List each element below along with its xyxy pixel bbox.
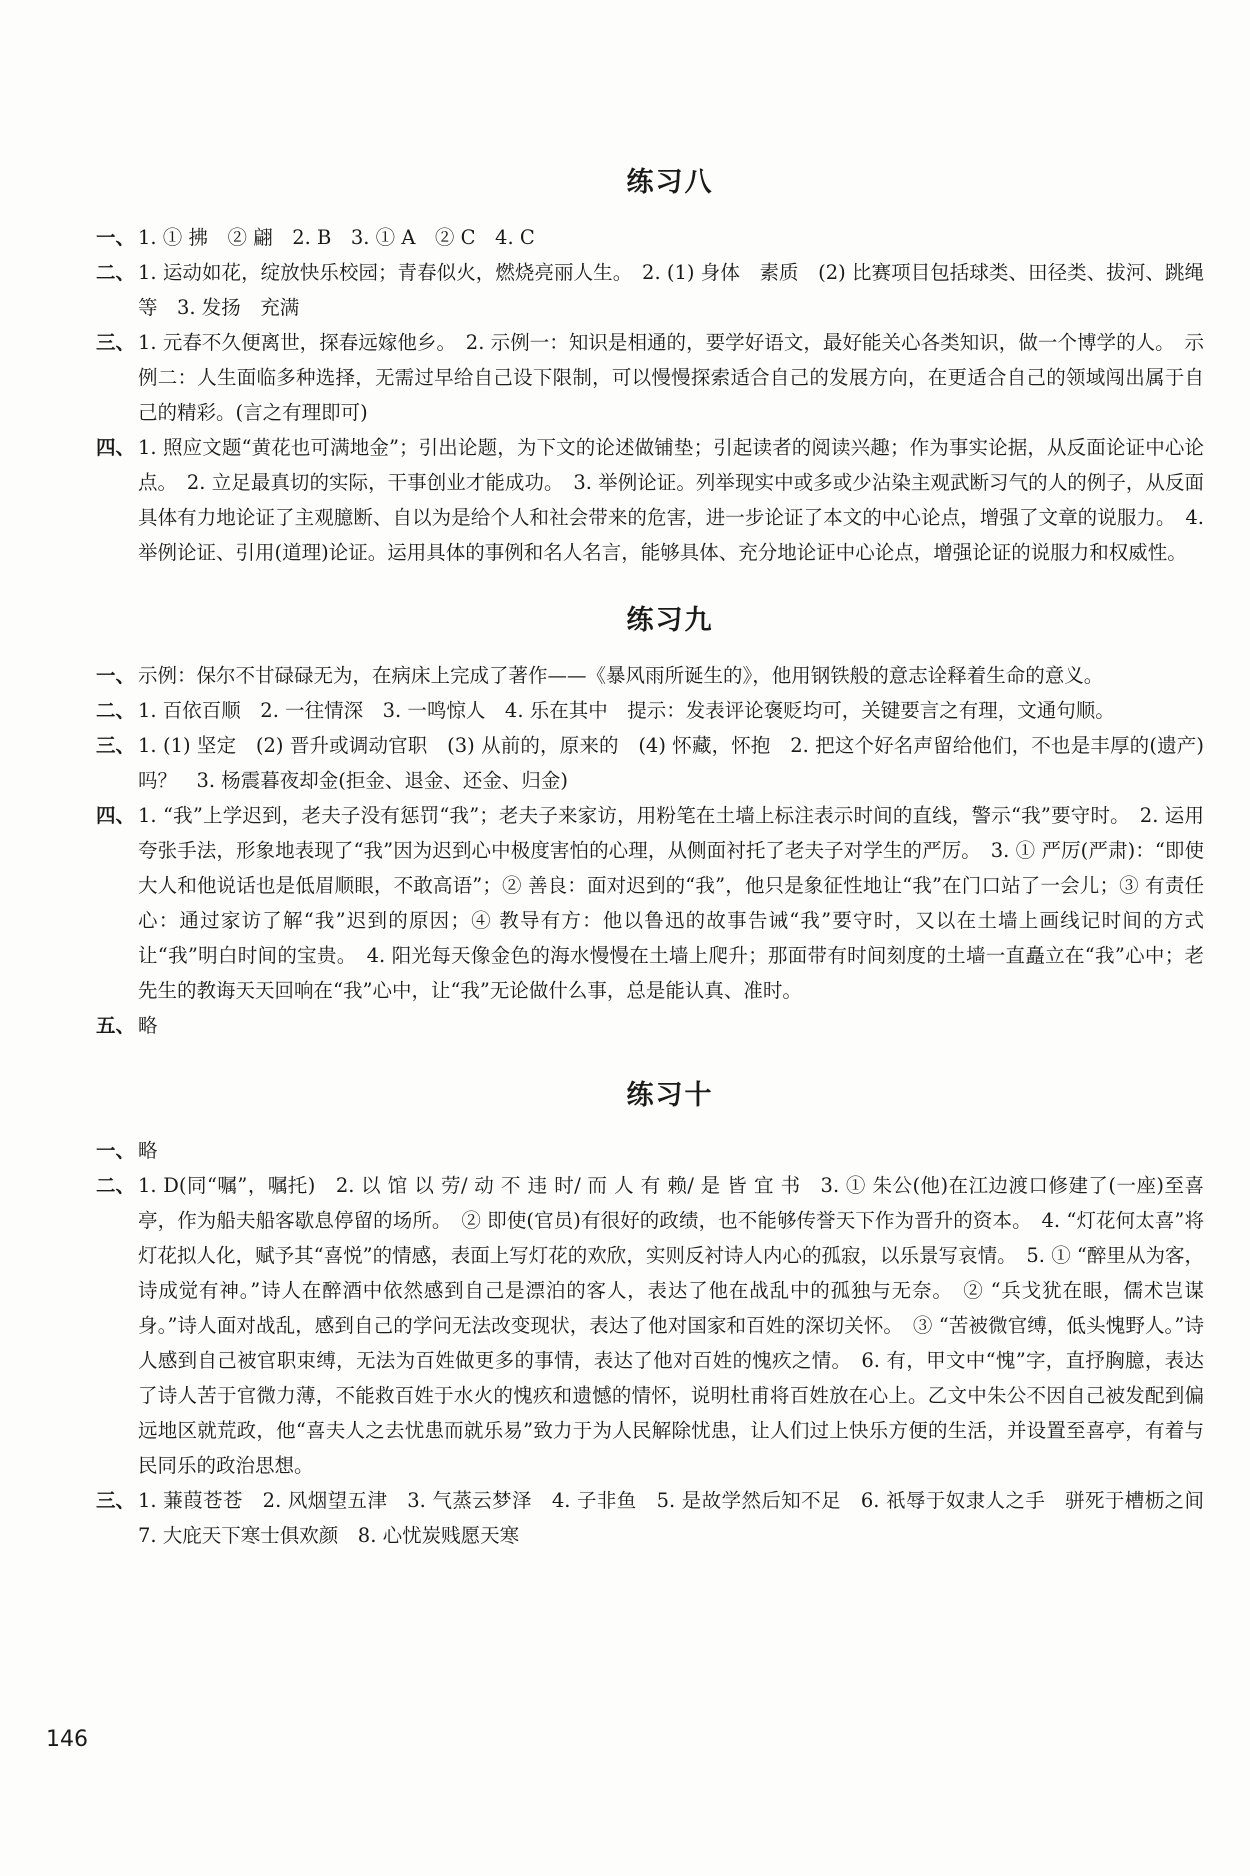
answer-item: [96, 220, 1204, 255]
answer-item: [96, 1168, 1204, 1483]
section-title: 练习八: [626, 167, 714, 198]
answer-list: [96, 220, 1204, 570]
answer-list: [96, 658, 1204, 1043]
item-text: 1. 运动如花，绽放快乐校园；青春似火，燃烧亮丽人生。 2. (1) 身体 素质 (2) 比赛项目包括球类、田径类、拔河、跳绳等 3. 发扬 充满: [138, 261, 1204, 319]
item-text: 1. ① 拂 ② 翩 2. B 3. ① A ② C 4. C: [138, 226, 535, 249]
item-number: 一、: [96, 664, 136, 687]
item-text: 1. 百依百顺 2. 一往情深 3. 一鸣惊人 4. 乐在其中 提示：发表评论褒贬均可，关键要言之有理，文通句顺。: [138, 699, 1115, 722]
item-text: 示例：保尔不甘碌碌无为，在病床上完成了著作——《暴风雨所诞生的》，他用钢铁般的意志诠释着生命的意义。: [138, 664, 1104, 687]
section-exercise-8: [96, 158, 1204, 570]
section-title: 练习九: [626, 605, 714, 636]
answer-item: [96, 693, 1204, 728]
item-number: 三、: [96, 331, 136, 354]
item-number: 二、: [96, 1174, 136, 1197]
item-number: 一、: [96, 226, 136, 249]
item-number: 一、: [96, 1139, 136, 1162]
item-text: 1. “我”上学迟到，老夫子没有惩罚“我”；老夫子来家访，用粉笔在土墙上标注表示时间的直线，警示“我”要守时。 2. 运用夸张手法，形象地表现了“我”因为迟到心中极度害怕的心理，从侧面衬托了老夫子对学生的严厉。 3. ① 严厉(严肃)：“即使大人和他说话也是低眉顺眼，不敢高语”；② 善良：面对迟到的“我”，他只是象征性地让“我”在门口站了一会儿；③ 有责任心：通过家访了解“我”迟到的原因；④ 教导有方：他以鲁迅的故事告诫“我”要守时，又以在土墙上画线记时间的方式让“我”明白时间的宝贵。 4. 阳光每天像金色的海水慢慢在土墙上爬升；那面带有时间刻度的土墙一直矗立在“我”心中；老先生的教诲天天回响在“我”心中，让“我”无论做什么事，总是能认真、准时。: [138, 804, 1205, 1002]
answer-item: [96, 1008, 1204, 1043]
page-content: [96, 158, 1224, 1553]
item-number: 五、: [96, 1014, 136, 1037]
item-number: 三、: [96, 1489, 136, 1512]
answer-item: [96, 1133, 1204, 1168]
answer-item: [96, 430, 1204, 570]
answer-item: [96, 728, 1204, 798]
item-text: 1. (1) 坚定 (2) 晋升或调动官职 (3) 从前的，原来的 (4) 怀藏，怀抱 2. 把这个好名声留给他们，不也是丰厚的(遗产)吗？ 3. 杨震暮夜却金(拒金、退金、还金、归金): [138, 734, 1204, 792]
item-number: 四、: [96, 804, 136, 827]
answer-item: [96, 255, 1204, 325]
item-text: 略: [138, 1014, 158, 1037]
section-exercise-10: [96, 1071, 1224, 1553]
item-number: 二、: [96, 699, 136, 722]
answer-item: [96, 658, 1204, 693]
item-number: 三、: [96, 734, 136, 757]
item-number: 二、: [96, 261, 136, 284]
section-title: 练习十: [626, 1080, 714, 1111]
answer-item: [96, 1483, 1224, 1553]
answer-list: [96, 1133, 1224, 1553]
item-text: 1. 蒹葭苍苍 2. 风烟望五津 3. 气蒸云梦泽 4. 子非鱼 5. 是故学然后知不足 6. 祇辱于奴隶人之手 骈死于槽枥之间 7. 大庇天下寒士俱欢颜 8. 心忧炭贱愿天寒: [138, 1489, 1224, 1547]
item-text: 略: [138, 1139, 158, 1162]
section-exercise-9: [96, 596, 1204, 1043]
item-text: 1. D(同“嘱”，嘱托) 2. 以 馆 以 劳/ 动 不 违 时/ 而 人 有 赖/ 是 皆 宜 书 3. ① 朱公(他)在江边渡口修建了(一座)至喜亭，作为船夫船客歇息停留的场所。 ② 即使(官员)有很好的政绩，也不能够传誉天下作为晋升的资本。 4. “灯花何太喜”将灯花拟人化，赋予其“喜悦”的情感，表面上写灯花的欢欣，实则反衬诗人内心的孤寂，以乐景写哀情。 5. ① “醉里从为客，诗成觉有神。”诗人在醉酒中依然感到自己是漂泊的客人，表达了他在战乱中的孤独与无奈。 ② “兵戈犹在眼，儒术岂谋身。”诗人面对战乱，感到自己的学问无法改变现状，表达了他对国家和百姓的深切关怀。 ③ “苦被微官缚，低头愧野人。”诗人感到自己被官职束缚，无法为百姓做更多的事情，表达了他对百姓的愧疚之情。 6. 有，甲文中“愧”字，直抒胸臆，表达了诗人苦于官微力薄，不能救百姓于水火的愧疚和遗憾的情怀，说明杜甫将百姓放在心上。乙文中朱公不因自己被发配到偏远地区就荒政，他“喜夫人之去忧患而就乐易”致力于为人民解除忧患，让人们过上快乐方便的生活，并设置至喜亭，有着与民同乐的政治思想。: [138, 1174, 1204, 1477]
page-number: 146: [46, 1727, 88, 1752]
item-text: 1. 照应文题“黄花也可满地金”；引出论题，为下文的论述做铺垫；引起读者的阅读兴趣；作为事实论据，从反面论证中心论点。 2. 立足最真切的实际，干事创业才能成功。 3. 举例论证。列举现实中或多或少沾染主观武断习气的人的例子，从反面具体有力地论证了主观臆断、自以为是给个人和社会带来的危害，进一步论证了本文的中心论点，增强了文章的说服力。 4. 举例论证、引用(道理)论证。运用具体的事例和名人名言，能够具体、充分地论证中心论点，增强论证的说服力和权威性。: [138, 436, 1204, 564]
answer-item: [96, 325, 1204, 430]
item-number: 四、: [96, 436, 136, 459]
answer-item: [96, 798, 1204, 1008]
item-text: 1. 元春不久便离世，探春远嫁他乡。 2. 示例一：知识是相通的，要学好语文，最好能关心各类知识，做一个博学的人。 示例二：人生面临多种选择，无需过早给自己设下限制，可以慢慢探索适合自己的发展方向，在更适合自己的领域闯出属于自己的精彩。(言之有理即可): [138, 331, 1204, 424]
